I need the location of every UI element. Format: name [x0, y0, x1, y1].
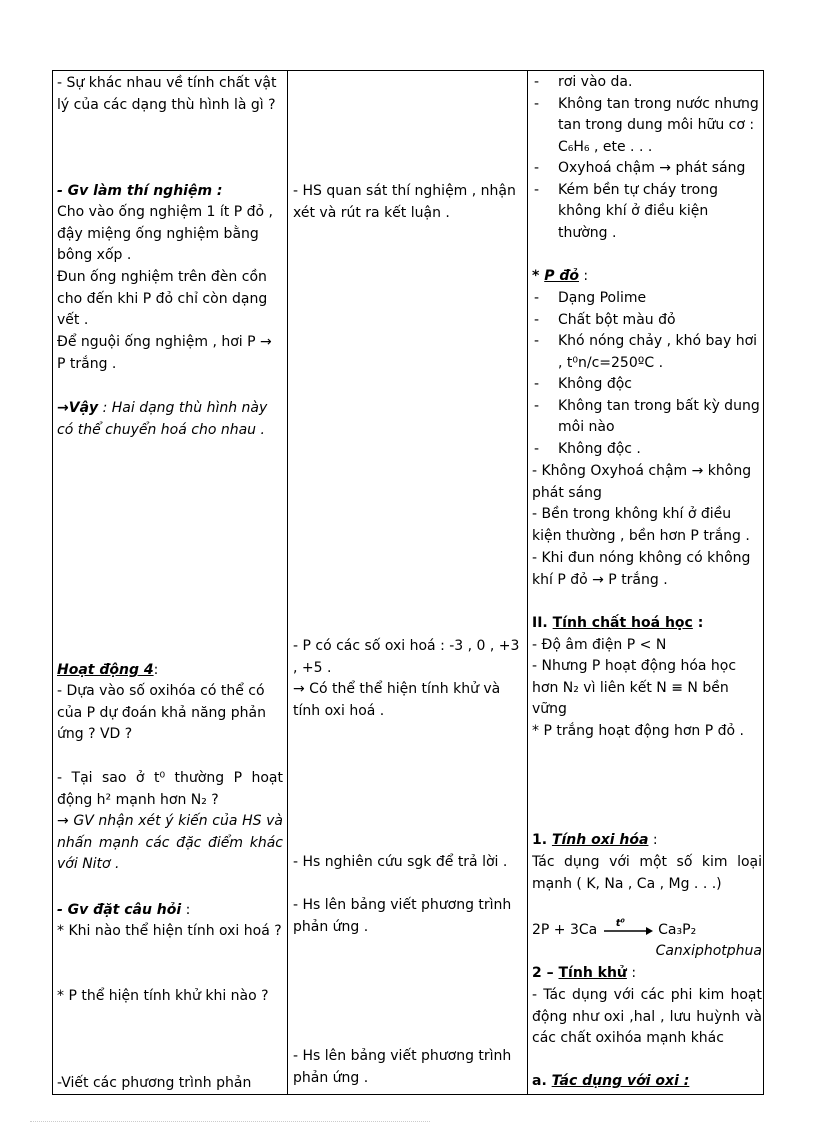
red-p-star: *: [532, 268, 545, 284]
chemical-properties-num: II.: [532, 615, 553, 631]
gv-question-heading: [57, 900, 283, 922]
hs-research: - Hs nghiên cứu sgk để trả lời .: [293, 854, 508, 870]
list-item: - Không độc .: [532, 439, 762, 461]
hs-observe: - HS quan sát thí nghiệm , nhận xét và rút ra kết luận .: [293, 183, 516, 221]
reduction-heading: [532, 963, 762, 985]
red-p-colon: :: [578, 268, 589, 284]
gv-question-colon: :: [181, 902, 191, 918]
oxidation-num: 1.: [532, 832, 552, 848]
hs-board-1: - Hs lên bảng viết phương trình phản ứng .: [293, 897, 512, 935]
product-name: Canxiphotphua: [655, 943, 762, 959]
conclusion-text: : Hai dạng thù hình này có thể chuyển hoá cho nhau .: [57, 400, 268, 438]
activity-4-heading: [57, 660, 283, 682]
gv-experiment-step-3: Để nguội ống nghiệm , hơi P → P trắng .: [57, 334, 272, 372]
student-activity-column: [293, 71, 525, 1094]
gv-experiment-step-2: Đun ống nghiệm trên đèn cồn cho đến khi P đỏ chỉ còn dạng vết .: [57, 269, 268, 328]
list-item: - Không tan trong bất kỳ dung môi nào: [532, 396, 762, 439]
chemical-properties-colon: :: [692, 615, 704, 631]
oxidation-colon: :: [648, 832, 658, 848]
gv-question-2: * P thể hiện tính khử khi nào ?: [57, 988, 269, 1004]
hs-oxidation-states: - P có các số oxi hoá : -3 , 0 , +3 , +5 .: [293, 638, 520, 676]
red-p-extra-2: - Bền trong không khí ở điều kiện thường , bền hơn P trắng .: [532, 506, 750, 544]
reduction-colon: :: [626, 965, 637, 981]
list-item: - Dạng Polime: [532, 288, 762, 310]
red-p-extra-3: - Khi đun nóng không có không khí P đỏ → P trắng .: [532, 550, 751, 588]
oxygen-reaction-title: Tác dụng với oxi :: [551, 1073, 690, 1089]
conclusion: [57, 398, 283, 441]
activity-4-note: → GV nhận xét ý kiến của HS và nhấn mạnh các đặc điểm khác với Nitơ .: [57, 813, 283, 872]
red-p-properties: [532, 288, 762, 460]
reaction-equation: [532, 920, 762, 941]
list-item: - Kém bền tự cháy trong không khí ở điều kiện thường .: [532, 180, 762, 245]
gv-experiment-step-1: Cho vào ống nghiệm 1 ít P đỏ , đậy miệng ống nghiệm bằng bông xốp .: [57, 204, 273, 263]
column-divider-2: [527, 71, 528, 1094]
red-p-heading: [532, 266, 762, 288]
oxidation-heading: [532, 830, 762, 852]
gv-question-3: -Viết các phương trình phản: [57, 1075, 252, 1091]
reduction-num: 2 –: [532, 965, 559, 981]
conclusion-prefix: →Vậy: [57, 400, 99, 416]
white-more-active: * P trắng hoạt động hơn P đỏ .: [532, 723, 745, 739]
chemical-properties-heading: [532, 613, 762, 635]
reaction-condition: t⁰: [615, 918, 625, 929]
gv-experiment-title: - Gv làm thí nghiệm :: [57, 183, 223, 199]
list-item: - Khó nóng chảy , khó bay hơi , t⁰n/c=250ºC .: [532, 331, 762, 374]
oxidation-title: Tính oxi hóa: [551, 832, 649, 848]
footer-divider: [30, 1121, 430, 1122]
oxygen-reaction-heading: [532, 1071, 762, 1093]
oxygen-reaction-num: a.: [532, 1073, 552, 1089]
oxidation-description: Tác dụng với một số kim loại mạnh ( K, Na , Ca , Mg . . .): [532, 854, 762, 892]
list-item: - Không độc: [532, 374, 762, 396]
chemical-properties-title: Tính chất hoá học: [552, 615, 693, 631]
red-p-title: P đỏ: [544, 268, 579, 284]
activity-note: - Nhưng P hoạt động hóa học hơn N₂ vì liên kết N ≡ N bền vững: [532, 658, 737, 717]
reduction-title: Tính khử: [558, 965, 627, 981]
list-item: - Oxyhoá chậm → phát sáng: [532, 158, 762, 180]
equation-product: Ca₃P₂: [658, 922, 697, 938]
activity-4-question-2: - Tại sao ở t⁰ thường P hoạt động h² mạnh hơn N₂ ?: [57, 770, 283, 808]
list-item: - rơi vào da.: [532, 72, 762, 94]
hs-redox-conclusion: → Có thể thể hiện tính khử và tính oxi hoá .: [293, 681, 501, 719]
gv-question-1: * Khi nào thể hiện tính oxi hoá ?: [57, 923, 282, 939]
list-item: - Không tan trong nước nhưng tan trong dung môi hữu cơ : C₆H₆ , ete . . .: [532, 94, 762, 159]
equation-reactants: 2P + 3Ca: [532, 922, 598, 938]
red-p-extra-1: - Không Oxyhoá chậm → không phát sáng: [532, 463, 752, 501]
activity-4-title: Hoạt động 4: [57, 662, 154, 678]
content-column: [532, 71, 762, 1094]
gv-question-title: - Gv đặt câu hỏi: [57, 902, 182, 918]
column-divider-1: [287, 71, 288, 1094]
reduction-description: - Tác dụng với các phi kim hoạt động như oxi ,hal , lưu huỳnh và các chất oxihóa mạnh khác: [532, 987, 762, 1046]
activity-4-question-1: - Dựa vào số oxihóa có thể có của P dự đoán khả năng phản ứng ? VD ?: [57, 683, 266, 742]
reaction-arrow-icon: [602, 918, 654, 937]
activity-4-colon: :: [153, 662, 159, 678]
white-p-properties: [532, 72, 762, 244]
list-item: - Chất bột màu đỏ: [532, 310, 762, 332]
lesson-table: [52, 70, 764, 1095]
allotrope-question: - Sự khác nhau về tính chất vật lý của các dạng thù hình là gì ?: [57, 75, 277, 113]
hs-board-2: - Hs lên bảng viết phương trình phản ứng .: [293, 1048, 512, 1086]
teacher-activity-column: [57, 71, 283, 1094]
electronegativity-note: - Độ âm điện P < N: [532, 637, 667, 653]
